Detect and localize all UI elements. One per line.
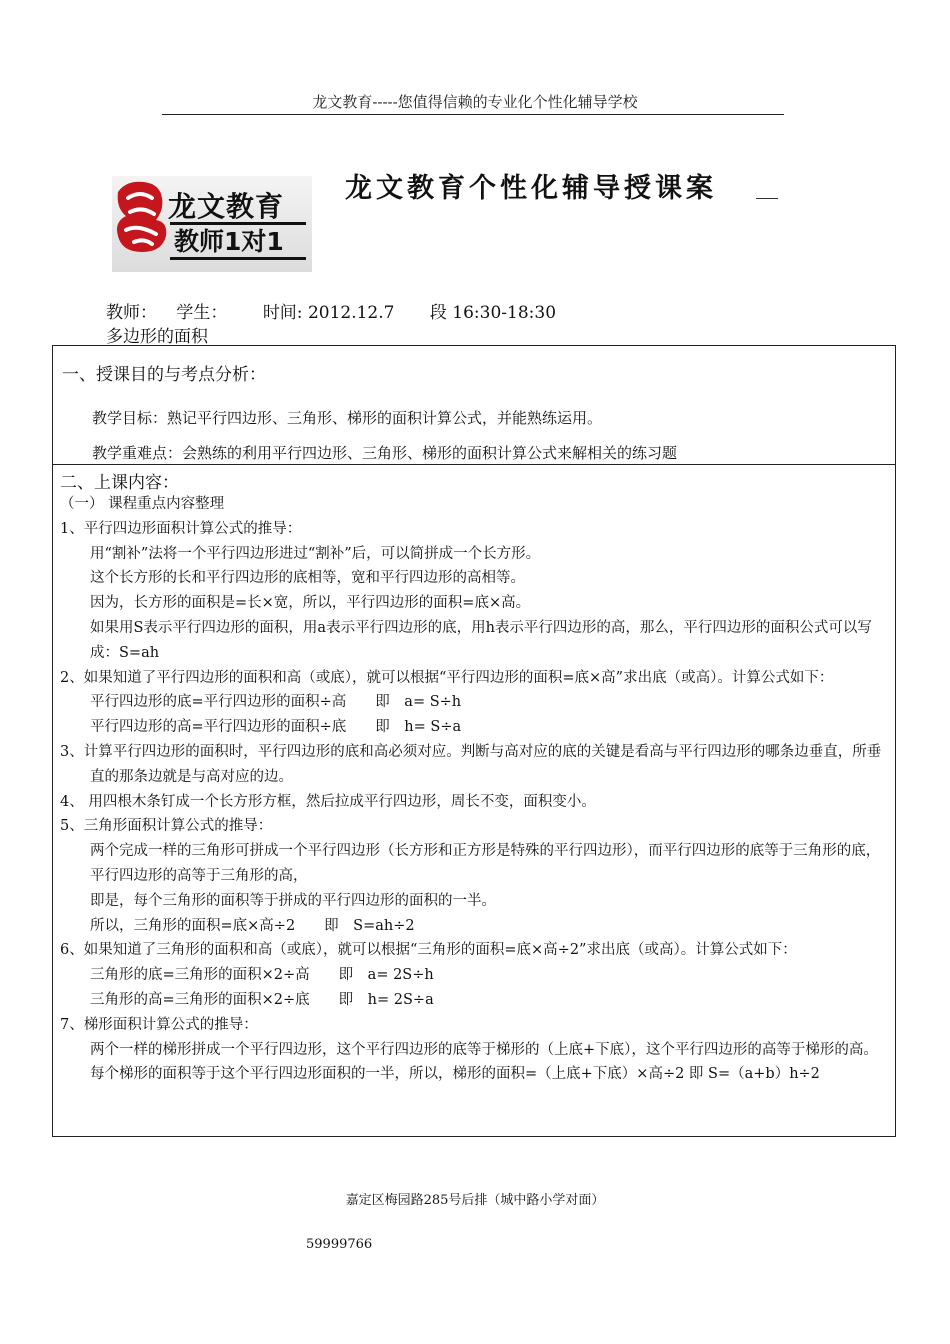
logo-name: 龙文教育 bbox=[168, 190, 285, 223]
content-line: 6、如果知道了三角形的面积和高（或底），就可以根据“三角形的面积=底×高÷2”求出底（或高）。计算公式如下： bbox=[60, 942, 797, 959]
document-title: 龙文教育个性化辅导授课案 bbox=[345, 173, 717, 204]
section1-title: 一、授课目的与考点分析： bbox=[62, 365, 266, 385]
content-line: 4、 用四根木条钉成一个长方形方框，然后拉成平行四边形，周长不变，面积变小。 bbox=[60, 793, 596, 810]
table-row-divider bbox=[52, 464, 896, 465]
content-line: 平行四边形的底=平行四边形的面积÷高 即 a= S÷h bbox=[90, 694, 462, 711]
content-line: 所以，三角形的面积=底×高÷2 即 S=ah÷2 bbox=[90, 917, 415, 934]
footer-address: 嘉定区梅园路285号后排（城中路小学对面） bbox=[345, 1193, 605, 1208]
content-line: 1、平行四边形面积计算公式的推导： bbox=[60, 520, 302, 537]
content-line: 5、三角形面积计算公式的推导： bbox=[60, 818, 273, 835]
page-header: 龙文教育-----您值得信赖的专业化个性化辅导学校 bbox=[312, 93, 638, 111]
lesson-time: 时间: 2012.12.7 bbox=[262, 303, 395, 323]
teacher-label: 教师： bbox=[106, 303, 157, 323]
content-line: 这个长方形的长和平行四边形的底相等，宽和平行四边形的高相等。 bbox=[90, 570, 525, 587]
logo-tagline: 教师1对1 bbox=[174, 227, 284, 256]
content-line: 两个完成一样的三角形可拼成一个平行四边形（长方形和正方形是特殊的平行四边形），而平行四边形的底等于三角形的底，平行四边形的高等于三角形的高， bbox=[90, 843, 881, 884]
footer-phone: 59999766 bbox=[306, 1237, 373, 1252]
student-label: 学生： bbox=[176, 303, 228, 323]
content-line: 两个一样的梯形拼成一个平行四边形，这个平行四边形的底等于梯形的（上底+下底），这个平行四边形的高等于梯形的高。每个梯形的面积等于这个平行四边形面积的一半，所以，梯形的面积=（上底+下底）×高÷2 即 S=（a+b）h÷2 bbox=[90, 1041, 878, 1083]
content-line: 2、如果知道了平行四边形的面积和高（或底），就可以根据“平行四边形的面积=底×高”求出底（或高）。计算公式如下： bbox=[60, 669, 834, 686]
section2-title: 二、上课内容： bbox=[60, 473, 179, 493]
header-rule bbox=[162, 114, 784, 115]
teaching-goal: 教学目标：熟记平行四边形、三角形、梯形的面积计算公式，并能熟练运用。 bbox=[92, 409, 603, 427]
teaching-difficulty: 教学重难点：会熟练的利用平行四边形、三角形、梯形的面积计算公式来解相关的练习题 bbox=[92, 444, 678, 462]
title-underline-mark bbox=[756, 198, 778, 199]
content-line: 平行四边形的高=平行四边形的面积÷底 即 h= S÷a bbox=[90, 719, 462, 736]
content-line: 用“割补”法将一个平行四边形进过“割补”后，可以简拼成一个长方形。 bbox=[90, 545, 541, 562]
content-line: 3、计算平行四边形的面积时，平行四边形的底和高必须对应。判断与高对应的底的关键是看高与平行四边形的哪条边垂直，所垂直的那条边就是与高对应的边。 bbox=[60, 743, 882, 785]
content-line: 7、梯形面积计算公式的推导： bbox=[60, 1016, 258, 1033]
content-line: 三角形的高=三角形的面积×2÷底 即 h= 2S÷a bbox=[90, 991, 434, 1008]
lesson-topic: 多边形的面积 bbox=[106, 327, 208, 347]
section2-content bbox=[60, 492, 890, 1087]
lesson-meta bbox=[106, 298, 570, 323]
lesson-slot: 段 16:30-18:30 bbox=[429, 303, 557, 323]
content-line: 三角形的底=三角形的面积×2÷高 即 a= 2S÷h bbox=[90, 967, 434, 984]
content-line: 如果用S表示平行四边形的面积，用a表示平行四边形的底，用h表示平行四边形的高，那么，平行四边形的面积公式可以写成：S=ah bbox=[90, 619, 872, 661]
section2-subtitle: （一） 课程重点内容整理 bbox=[60, 496, 225, 512]
content-line: 因为，长方形的面积是=长×宽，所以，平行四边形的面积=底×高。 bbox=[90, 595, 531, 612]
content-line: 即是，每个三角形的面积等于拼成的平行四边形的面积的一半。 bbox=[90, 892, 496, 909]
